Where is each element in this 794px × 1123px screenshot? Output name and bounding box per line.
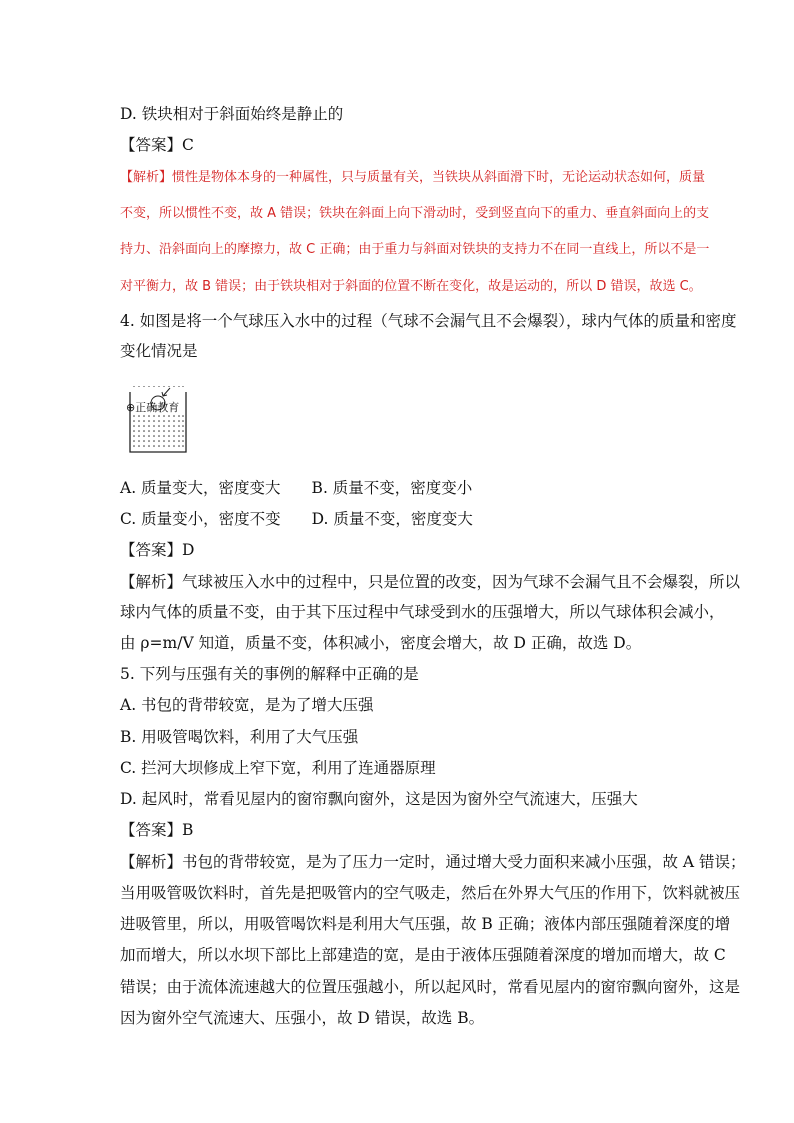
q5-stem: 5. 下列与压强有关的事例的解释中正确的是 <box>120 665 419 683</box>
q4-analysis-line: 由 ρ=m/V 知道，质量不变，体积减小，密度会增大，故 D 正确，故选 D。 <box>120 634 642 652</box>
q4-stem-line: 变化情况是 <box>120 342 198 360</box>
q5-analysis-line: 进吸管里，所以，用吸管喝饮料是利用大气压强，故 B 正确；液体内部压强随着深度的增 <box>120 915 731 933</box>
q3-analysis-line: 持力、沿斜面向上的摩擦力，故 C 正确；由于重力与斜面对铁块的支持力不在同一直线上，所以不是一 <box>120 242 710 257</box>
q5-answer: 【答案】B <box>120 821 194 839</box>
q4-analysis-line: 【解析】气球被压入水中的过程中，只是位置的改变，因为气球不会漏气且不会爆裂，所以 <box>120 573 741 591</box>
q5-analysis-line: 【解析】书包的背带较宽，是为了压力一定时，通过增大受力面积来减小压强，故 A 错误； <box>120 853 746 871</box>
q5-analysis-line: 加而增大，所以水坝下部比上部建造的宽，是由于液体压强随着深度的增加而增大，故 C <box>120 946 726 964</box>
balloon-in-water-figure <box>126 386 192 454</box>
q4-options-line: A. 质量变大，密度变大 B. 质量不变，密度变小 <box>120 479 473 497</box>
q5-option: A. 书包的背带较宽，是为了增大压强 <box>120 696 374 714</box>
q5-analysis-line: 因为窗外空气流速大、压强小，故 D 错误，故选 B。 <box>120 1009 485 1027</box>
q5-option: D. 起风时，常看见屋内的窗帘飘向窗外，这是因为窗外空气流速大，压强大 <box>120 790 638 808</box>
q4-analysis-line: 球内气体的质量不变，由于其下压过程中气球受到水的压强增大，所以气球体积会减小， <box>120 603 725 621</box>
q3-answer: 【答案】C <box>120 136 194 154</box>
q5-option: B. 用吸管喝饮料，利用了大气压强 <box>120 728 359 746</box>
q3-option-d: D. 铁块相对于斜面始终是静止的 <box>120 105 344 123</box>
q4-stem-line: 4. 如图是将一个气球压入水中的过程（气球不会漏气且不会爆裂），球内气体的质量和密度 <box>120 312 737 330</box>
q4-options-line: C. 质量变小，密度不变 D. 质量不变，密度变大 <box>120 510 473 528</box>
q5-option: C. 拦河大坝修成上窄下宽，利用了连通器原理 <box>120 759 436 777</box>
q3-analysis-line: 不变，所以惯性不变，故 A 错误；铁块在斜面上向下滑动时，受到竖直向下的重力、垂直斜面向上的支 <box>120 206 710 221</box>
q5-analysis-line: 错误；由于流体流速越大的位置压强越小，所以起风时，常看见屋内的窗帘飘向窗外，这是 <box>120 978 741 996</box>
q3-analysis-line: 【解析】惯性是物体本身的一种属性，只与质量有关，当铁块从斜面滑下时，无论运动状态如何，质量 <box>120 170 706 185</box>
figure-watermark-label: ⊕正确教育 <box>126 401 180 414</box>
balloon-container-diagram <box>126 386 192 454</box>
q5-analysis-line: 当用吸管吸饮料时，首先是把吸管内的空气吸走，然后在外界大气压的作用下，饮料就被压 <box>120 884 741 902</box>
q3-analysis-line: 对平衡力，故 B 错误；由于铁块相对于斜面的位置不断在变化，故是运动的，所以 D 错误，故选 C。 <box>120 279 702 294</box>
q4-answer: 【答案】D <box>120 541 195 559</box>
